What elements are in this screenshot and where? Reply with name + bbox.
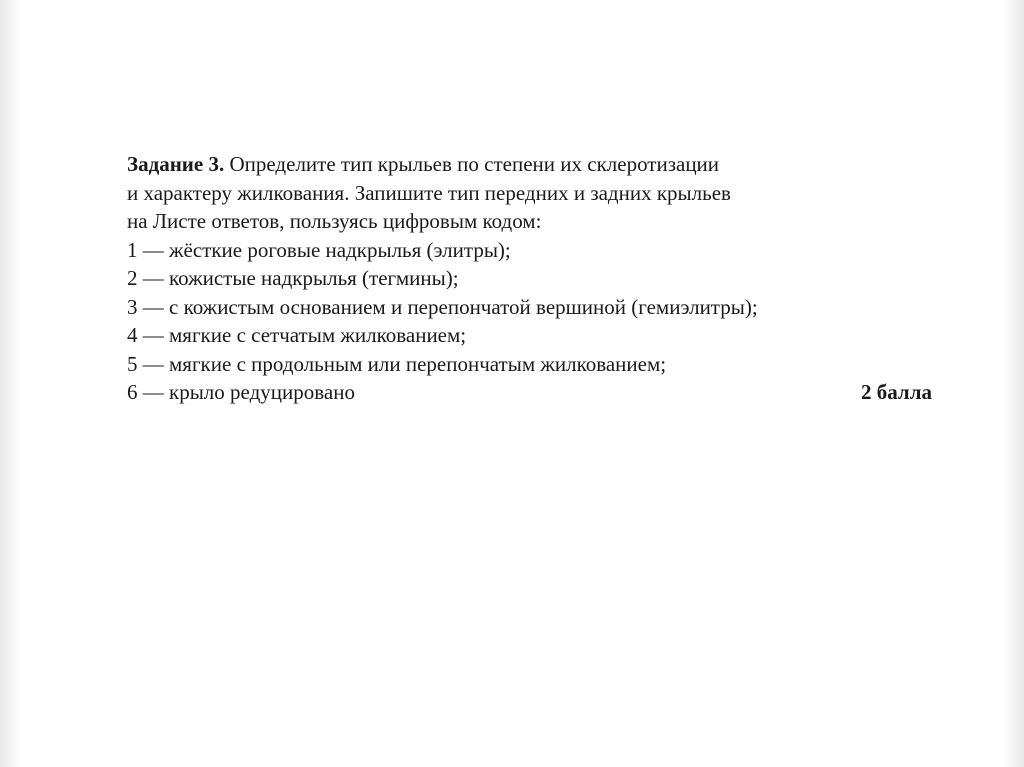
option-6: 6 — крыло редуцировано xyxy=(127,380,355,404)
score-label: 2 балла xyxy=(861,380,932,404)
task-label: Задание 3. xyxy=(127,152,225,176)
task-intro-text-1: Определите тип крыльев по степени их склеротизации xyxy=(224,152,720,176)
option-6-row xyxy=(127,378,932,407)
option-3: 3 — с кожистым основанием и перепончатой вершиной (гемиэлитры); xyxy=(127,294,758,319)
option-4: 4 — мягкие с сетчатым жилкованием; xyxy=(127,323,467,347)
task-block xyxy=(127,150,932,407)
option-5: 5 — мягкие с продольным или перепончатым жилкованием; xyxy=(127,351,667,376)
option-2: 2 — кожистые надкрылья (тегмины); xyxy=(127,266,459,290)
option-1: 1 — жёсткие роговые надкрылья (элитры); xyxy=(127,237,511,262)
task-intro-line-3: на Листе ответов, пользуясь цифровым кодом: xyxy=(127,209,542,233)
task-intro-line-1 xyxy=(127,150,932,179)
task-intro-line-2: и характеру жилкования. Запишите тип передних и задних крыльев xyxy=(127,180,731,205)
